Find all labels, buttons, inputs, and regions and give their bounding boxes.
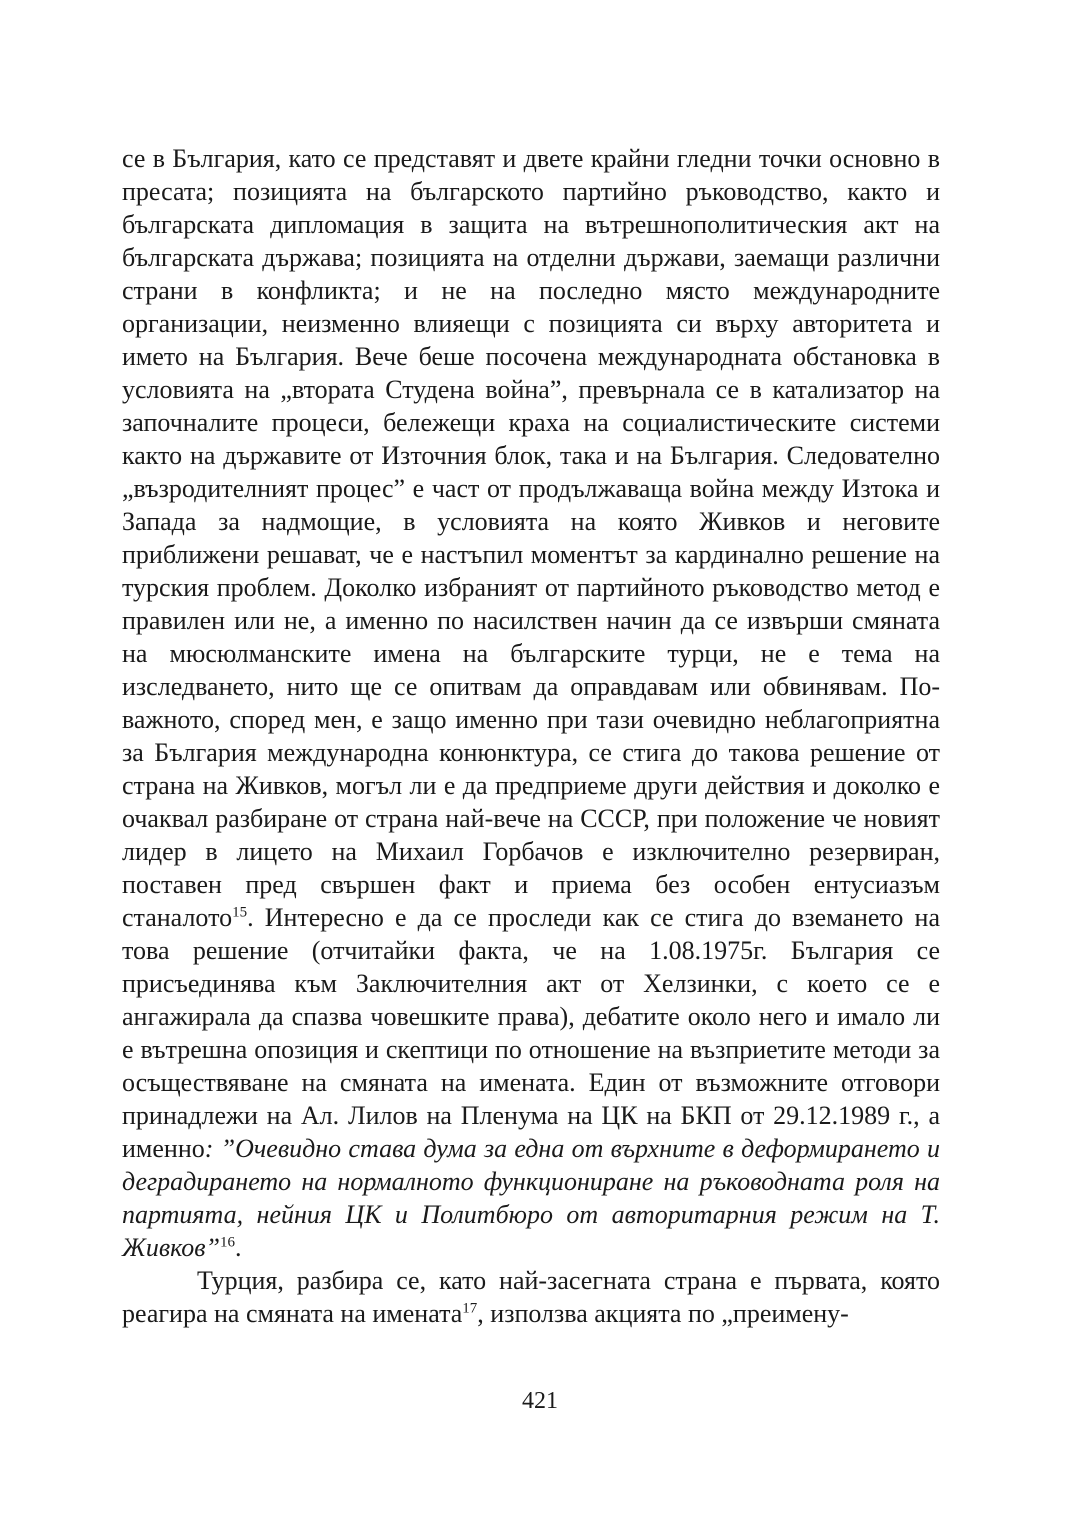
paragraph <box>122 142 940 1264</box>
paragraph-text: се в България, като се представят и двете крайни гледни точки основно в пресата; позицията на българското партийно ръководство, както и българската дипломация в защита на вътрешнополитическия акт на българската държава; позицията на отделни държави, заемащи различни страни в конфликта; и не на последно място международните организации, неизменно влияещи с позицията си върху авторитета и името на България. Вече беше посочена международната обстановка в условията на „втората Студена война”, превърнала се в катализатор на започналите процеси, бележещи краха на социалистическите системи както на държавите от Източния блок, така и на България. Следователно „възродителният процес” е част от продължаваща война между Изтока и Запада за надмощие, в условията на която Живков и неговите приближени решават, че е настъпил моментът за кардинално решение на турския проблем. Доколко избраният от партийното ръководство метод е правилен или не, а именно по насилствен начин да се извърши смяната на мюсюлманските имена на българските турци, не е тема на изследването, нито ще се опитвам да оправдавам или обвинявам. По-важното, според мен, е защо именно при тази очевидно неблагоприятна за България международна конюнктура, се стига до такова решение от страна на Живков, могъл ли е да предприеме други действия и доколко е очаквал разбиране от страна най-вече на СССР, при положение че новият лидер в лицето на Михаил Горбачов е изключително резервиран, поставен пред свършен факт и приема без особен ентусиазъм станалото <box>122 144 940 932</box>
page-number: 421 <box>522 1388 558 1414</box>
paragraph <box>122 1264 940 1330</box>
body-text <box>122 142 940 1330</box>
paragraph-text: , използва акцията по „преимену- <box>477 1299 849 1328</box>
quotation: : ”Очевидно става дума за една от върхните в деформирането и деградирането на нормалното функциониране на ръководната роля на партията, нейния ЦК и Политбюро от авторитарния режим на Т. Живков” <box>122 1134 940 1262</box>
footnote-marker: 16 <box>220 1234 236 1251</box>
paragraph-text: . Интересно е да се проследи как се стига до вземането на това решение (отчитайки факта, че на 1.08.1975г. България се присъединява към Заключителния акт от Хелзинки, с което се е ангажирала да спазва човешките права), дебатите около него и имало ли е вътрешна опозиция и скептици по отношение на възприетите методи за осъществяване на смяната на имената. Един от възможните отговори принадлежи на Ал. Лилов на Пленума на ЦК на БКП от 29.12.1989 г., а именно <box>122 903 940 1163</box>
footnote-marker: 15 <box>232 904 248 921</box>
paragraph-text: . <box>235 1233 242 1262</box>
footnote-marker: 17 <box>462 1300 478 1317</box>
paragraph-text: Турция, разбира се, като най-засегната страна е първата, която реагира на смяната на имената <box>122 1266 940 1328</box>
